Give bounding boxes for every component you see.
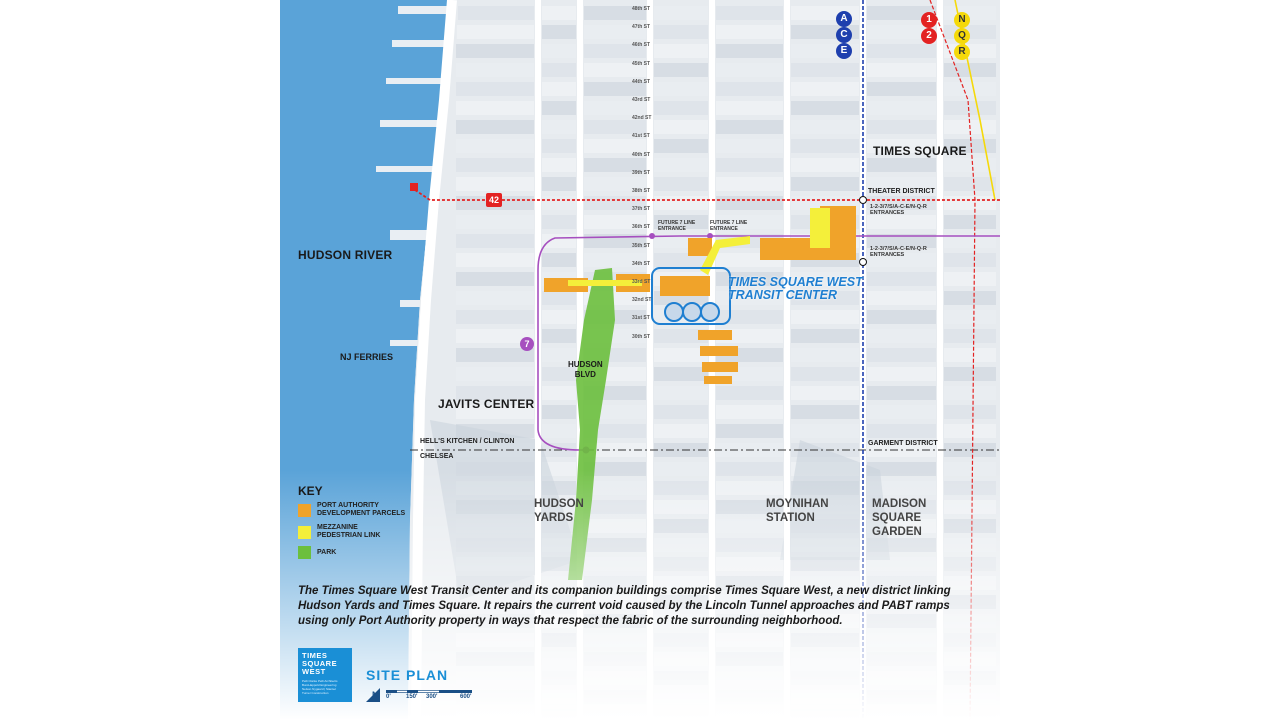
route-7-badge: 7 (520, 337, 534, 351)
city-block (944, 101, 996, 115)
city-block (867, 424, 936, 438)
city-block (654, 348, 708, 362)
street-label: 48th ST (632, 6, 651, 12)
city-block (542, 25, 576, 39)
city-block (944, 215, 996, 229)
city-block (654, 196, 708, 210)
city-block (716, 44, 783, 58)
route-42-badge: 42 (486, 193, 502, 207)
city-block (542, 101, 576, 115)
garment-district-label: GARMENT DISTRICT (868, 440, 938, 447)
city-block (944, 424, 996, 438)
city-block (654, 82, 708, 96)
parcel (700, 346, 738, 356)
scale-tick: 0' (386, 694, 391, 700)
city-block (456, 158, 534, 172)
city-block (867, 44, 936, 58)
city-block (867, 310, 936, 324)
city-block (542, 234, 576, 248)
nj-ferries-label: NJ FERRIES (340, 352, 394, 362)
city-block (456, 63, 534, 77)
city-block (584, 101, 646, 115)
city-block (542, 44, 576, 58)
madison-square-garden-label: MADISON SQUARE GARDEN (872, 498, 927, 538)
city-block (654, 158, 708, 172)
city-block (791, 329, 859, 343)
site-plan-title: SITE PLAN (366, 667, 449, 683)
city-block (944, 291, 996, 305)
moynihan-station-label: MOYNIHAN STATION (766, 498, 829, 524)
city-block (456, 310, 534, 324)
city-block (944, 310, 996, 324)
city-block (542, 177, 576, 191)
times-square-label: TIMES SQUARE (873, 144, 967, 158)
city-block (654, 386, 708, 400)
city-block (791, 63, 859, 77)
city-block (867, 329, 936, 343)
city-block (867, 272, 936, 286)
hells-kitchen-label: HELL'S KITCHEN / CLINTON (420, 438, 515, 445)
city-block (654, 25, 708, 39)
city-block (542, 386, 576, 400)
city-block (654, 177, 708, 191)
city-block (867, 405, 936, 419)
city-block (791, 177, 859, 191)
city-block (542, 253, 576, 267)
hudson-blvd-label: HUDSON BLVD (568, 360, 603, 379)
key-item (298, 524, 427, 540)
street-label: 43rd ST (632, 97, 651, 103)
city-block (584, 120, 646, 134)
city-block (867, 101, 936, 115)
street-label: 37th ST (632, 206, 651, 213)
city-block (542, 6, 576, 20)
street-label: 47th ST (632, 24, 651, 31)
street-label: 39th ST (632, 169, 651, 176)
city-block (944, 177, 996, 191)
city-block (654, 424, 708, 438)
scale-tick: 600' (460, 694, 472, 700)
city-block (944, 253, 996, 267)
street-label: 35th ST (632, 242, 651, 249)
city-block (542, 63, 576, 77)
city-block (944, 386, 996, 400)
city-block (716, 120, 783, 134)
city-block (654, 139, 708, 153)
city-block (791, 82, 859, 96)
city-block (867, 120, 936, 134)
entrances-label-2: 1-2-3/7/S/A-C-E/N-Q-R ENTRANCES (870, 246, 927, 258)
parcel (698, 330, 732, 340)
key-label: PORT AUTHORITY DEVELOPMENT PARCELS (317, 502, 406, 517)
city-block (867, 215, 936, 229)
city-block (456, 253, 534, 267)
city-block (791, 405, 859, 419)
chelsea-label: CHELSEA (420, 453, 454, 460)
city-block (867, 291, 936, 305)
city-block (791, 386, 859, 400)
caption-text: The Times Square West Transit Center and its companion buildings comprise Times Square West, a new district linking Hudson Yards and Times Square. It repairs the current void caused by the Lincoln Tunnel approaches and PABT ramps using only Port Authority property in ways that respect the fabric of the surrounding neighborhood. (298, 585, 951, 627)
key-swatch-park (298, 546, 311, 559)
key-label: PARK (317, 548, 337, 556)
parcel (702, 362, 738, 372)
mezzanine-link (568, 280, 642, 286)
city-block (654, 6, 708, 20)
city-block (716, 25, 783, 39)
city-block (944, 6, 996, 20)
city-block (944, 25, 996, 39)
city-block (456, 272, 534, 286)
street-label: 31st ST (632, 315, 650, 322)
city-block (791, 367, 859, 381)
city-block (654, 120, 708, 134)
subway-bullet-2: 2 (921, 28, 937, 44)
city-block (542, 329, 576, 343)
city-block (716, 424, 783, 438)
line-7-station (649, 233, 655, 239)
city-block (944, 44, 996, 58)
city-block (542, 291, 576, 305)
scale-tick: 150' (406, 694, 418, 700)
street-label: 42nd ST (632, 115, 652, 122)
logo-credits: Pelli Clarke Pelli Architects BuroHappold Engineering Nelson Nygaard | Stantec Turner Construction (302, 679, 338, 695)
city-block (944, 348, 996, 362)
parcel (688, 238, 712, 256)
city-block (542, 158, 576, 172)
theater-district-label: THEATER DISTRICT (868, 188, 935, 195)
city-block (791, 120, 859, 134)
city-block (716, 386, 783, 400)
hudson-river-label: HUDSON RIVER (298, 248, 393, 262)
city-block (456, 120, 534, 134)
north-label: N (372, 690, 379, 700)
city-block (867, 367, 936, 381)
key-item (298, 546, 427, 559)
north-arrow (366, 688, 380, 707)
street-label: 45th ST (632, 60, 651, 67)
city-block (944, 367, 996, 381)
city-block (716, 101, 783, 115)
city-block (944, 329, 996, 343)
subway-bullet-c: C (836, 27, 852, 43)
key-swatch-mezzanine (298, 526, 311, 539)
street-label: 34th ST (632, 260, 651, 267)
street-label: 40th ST (632, 151, 651, 158)
subway-bullet-r: R (954, 44, 970, 60)
city-block (716, 405, 783, 419)
city-block (791, 158, 859, 172)
city-block (458, 6, 534, 20)
map-key (298, 484, 427, 565)
hudson-yards-label: HUDSON YARDS (534, 498, 584, 524)
subway-bullet-n: N (954, 12, 970, 28)
key-swatch-parcel (298, 504, 311, 517)
city-block (456, 348, 534, 362)
city-block (791, 424, 859, 438)
city-block (654, 63, 708, 77)
city-block (456, 215, 534, 229)
city-block (867, 386, 936, 400)
entrances-label-1: 1-2-3/7/S/A-C-E/N-Q-R ENTRANCES (870, 204, 927, 216)
city-block (456, 101, 534, 115)
city-block (944, 272, 996, 286)
city-block (654, 44, 708, 58)
city-block (944, 82, 996, 96)
transit-center-label: TIMES SQUARE WEST TRANSIT CENTER (728, 275, 863, 302)
city-block (542, 424, 576, 438)
future-7-entrance-label-b: FUTURE 7 LINE ENTRANCE (710, 220, 748, 232)
city-block (791, 348, 859, 362)
logo-title: TIMES SQUARE WEST (302, 651, 338, 676)
city-block (457, 25, 534, 39)
city-block (654, 101, 708, 115)
key-item (298, 502, 427, 518)
city-block (654, 405, 708, 419)
subway-entrance-marker (860, 197, 867, 204)
key-label: MEZZANINE PEDESTRIAN LINK (317, 524, 381, 539)
subway-bullet-1: 1 (921, 12, 937, 28)
city-block (456, 367, 534, 381)
city-block (542, 215, 576, 229)
site-plan-board (280, 0, 1000, 720)
street-label: 38th ST (632, 188, 651, 194)
street-label: 36th ST (632, 224, 651, 231)
javits-center-label: JAVITS CENTER (438, 397, 535, 411)
city-block (456, 82, 534, 96)
city-block (867, 348, 936, 362)
city-block (456, 234, 534, 248)
city-block (716, 139, 783, 153)
subway-bullet-a: A (836, 11, 852, 27)
subway-entrance-marker (860, 259, 867, 266)
city-block (867, 82, 936, 96)
city-block (791, 139, 859, 153)
city-block (542, 196, 576, 210)
city-block (791, 310, 859, 324)
street-label: 46th ST (632, 42, 651, 49)
subway-bullet-e: E (836, 43, 852, 59)
future-7-entrance-label-a: FUTURE 7 LINE ENTRANCE (658, 220, 696, 232)
city-block (944, 405, 996, 419)
subway-bullet-q: Q (954, 28, 970, 44)
street-label: 30th ST (632, 333, 651, 340)
parcel (704, 376, 732, 384)
city-block (542, 310, 576, 324)
city-block (791, 101, 859, 115)
city-block (867, 63, 936, 77)
ferry-marker (410, 183, 418, 191)
times-square-west-logo (298, 648, 352, 702)
scale-tick: 300' (426, 694, 438, 700)
street-label: 44th ST (632, 78, 651, 85)
city-block (716, 63, 783, 77)
city-block (456, 44, 534, 58)
city-block (456, 139, 534, 153)
street-label: 41st ST (632, 133, 650, 140)
city-block (944, 196, 996, 210)
mezzanine-link (810, 208, 830, 248)
city-block (716, 177, 783, 191)
city-block (867, 158, 936, 172)
city-block (542, 139, 576, 153)
city-block (456, 177, 534, 191)
city-block (542, 405, 576, 419)
city-block (716, 158, 783, 172)
city-block (542, 82, 576, 96)
street-label: 33rd ST (632, 279, 651, 285)
city-block (542, 120, 576, 134)
city-block (716, 82, 783, 96)
city-block (654, 367, 708, 381)
city-block (456, 291, 534, 305)
key-title: KEY (298, 484, 323, 498)
city-block (716, 6, 783, 20)
scale-bar (386, 690, 472, 693)
city-block (716, 196, 783, 210)
street-label: 32nd ST (632, 297, 652, 304)
